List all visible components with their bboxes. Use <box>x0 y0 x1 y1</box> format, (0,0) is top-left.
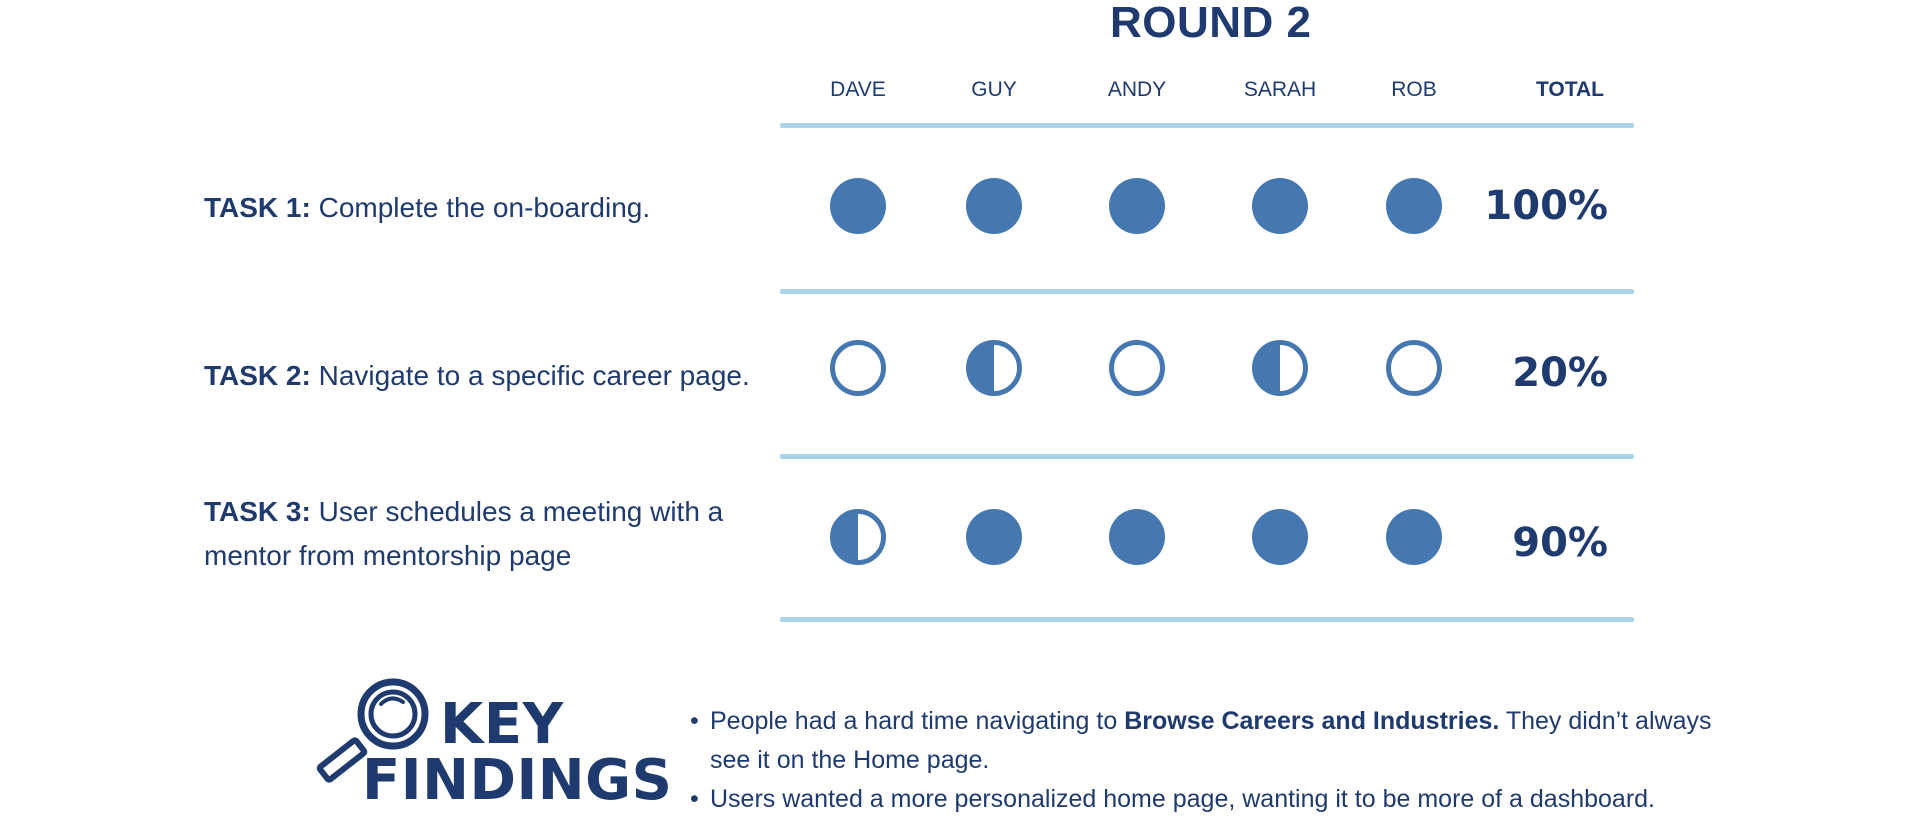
task-row-1-label <box>204 186 650 230</box>
column-header-dave: DAVE <box>830 78 886 101</box>
task-number: TASK 1: <box>204 192 311 223</box>
key-findings-key: KEY <box>440 692 564 757</box>
status-empty-icon <box>1108 339 1166 397</box>
task-row-3-label <box>204 490 764 578</box>
task-2-total: 20% <box>1512 350 1608 396</box>
task-description: Complete the on-boarding. <box>318 192 651 223</box>
status-full-icon <box>1385 177 1443 235</box>
status-full-icon <box>965 508 1023 566</box>
status-full-icon <box>1385 508 1443 566</box>
task-row-2-label <box>204 354 750 398</box>
column-header-andy: ANDY <box>1107 78 1167 101</box>
task-description: User schedules a meeting with a mentor from mentorship page <box>204 496 724 571</box>
divider-rule <box>780 123 1634 128</box>
finding-text: They didn’t always see it on the Home page. <box>710 707 1712 774</box>
status-empty-icon <box>1385 339 1443 397</box>
status-full-icon <box>1251 177 1309 235</box>
key-findings-findings: FINDINGS <box>362 748 673 813</box>
column-header-total: TOTAL <box>1535 78 1605 101</box>
status-empty-icon <box>829 339 887 397</box>
status-half-icon <box>965 339 1023 397</box>
findings-list <box>690 702 1750 819</box>
column-header-sarah: SARAH <box>1243 78 1317 101</box>
task-3-total: 90% <box>1512 520 1608 566</box>
status-full-icon <box>1108 177 1166 235</box>
task-number: TASK 2: <box>204 360 311 391</box>
divider-rule <box>780 289 1634 294</box>
round-title: ROUND 2 <box>1110 0 1312 47</box>
finding-item <box>690 702 1750 780</box>
finding-text: Users wanted a more personalized home page, wanting it to be more of a dashboard. <box>710 785 1655 813</box>
finding-item <box>690 780 1750 819</box>
finding-emphasis: Browse Careers and Industries. <box>1124 707 1500 735</box>
column-header-rob: ROB <box>1391 78 1437 101</box>
finding-text: People had a hard time navigating to <box>710 707 1125 735</box>
divider-rule <box>780 454 1634 459</box>
task-description: Navigate to a specific career page. <box>318 360 750 391</box>
task-1-total: 100% <box>1484 183 1608 229</box>
status-half-icon <box>829 508 887 566</box>
status-full-icon <box>1251 508 1309 566</box>
status-half-icon <box>1251 339 1309 397</box>
task-number: TASK 3: <box>204 496 311 527</box>
column-header-guy: GUY <box>971 78 1017 101</box>
status-full-icon <box>1108 508 1166 566</box>
status-full-icon <box>965 177 1023 235</box>
status-full-icon <box>829 177 887 235</box>
divider-rule <box>780 617 1634 622</box>
